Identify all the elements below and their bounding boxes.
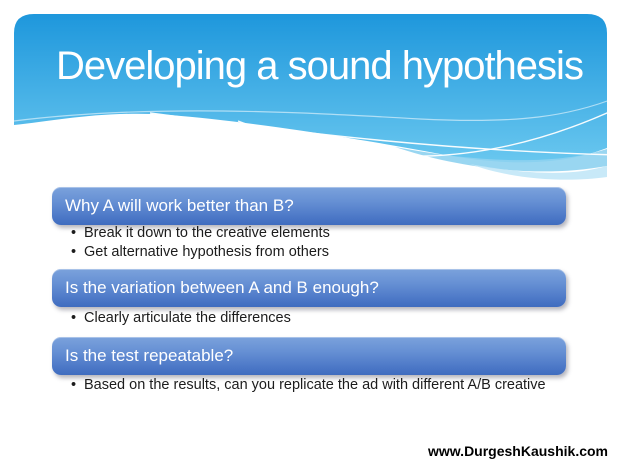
bullet-item [71,243,551,262]
header-gradient-shape [14,14,607,162]
bullet-icon: • [71,225,77,241]
slide-title: Developing a sound hypothesis [56,44,583,88]
bullet-item [71,309,551,328]
bullet-item [71,224,551,243]
bullet-text: Clearly articulate the differences [84,310,291,326]
section-bullets-2 [71,309,551,328]
section-bullets-1 [71,224,551,262]
section-header-bar-1 [52,187,566,225]
bullet-icon: • [71,244,77,260]
section-header-bar-2 [52,269,566,307]
bullet-icon: • [71,310,77,326]
section-bullets-3 [71,376,557,395]
bullet-text: Based on the results, can you replicate the ad with different A/B creative [84,377,546,393]
bullet-text: Break it down to the creative elements [84,225,330,241]
section-header-text: Why A will work better than B? [65,196,294,215]
footer-url: www.DurgeshKaushik.com [428,443,608,459]
section-header-bar-3 [52,337,566,375]
header-wave-graphic [0,0,621,200]
bullet-icon: • [71,377,77,393]
bullet-item [71,376,557,395]
section-header-text: Is the test repeatable? [65,346,234,365]
bullet-text: Get alternative hypothesis from others [84,244,330,260]
section-header-text: Is the variation between A and B enough? [65,278,379,297]
